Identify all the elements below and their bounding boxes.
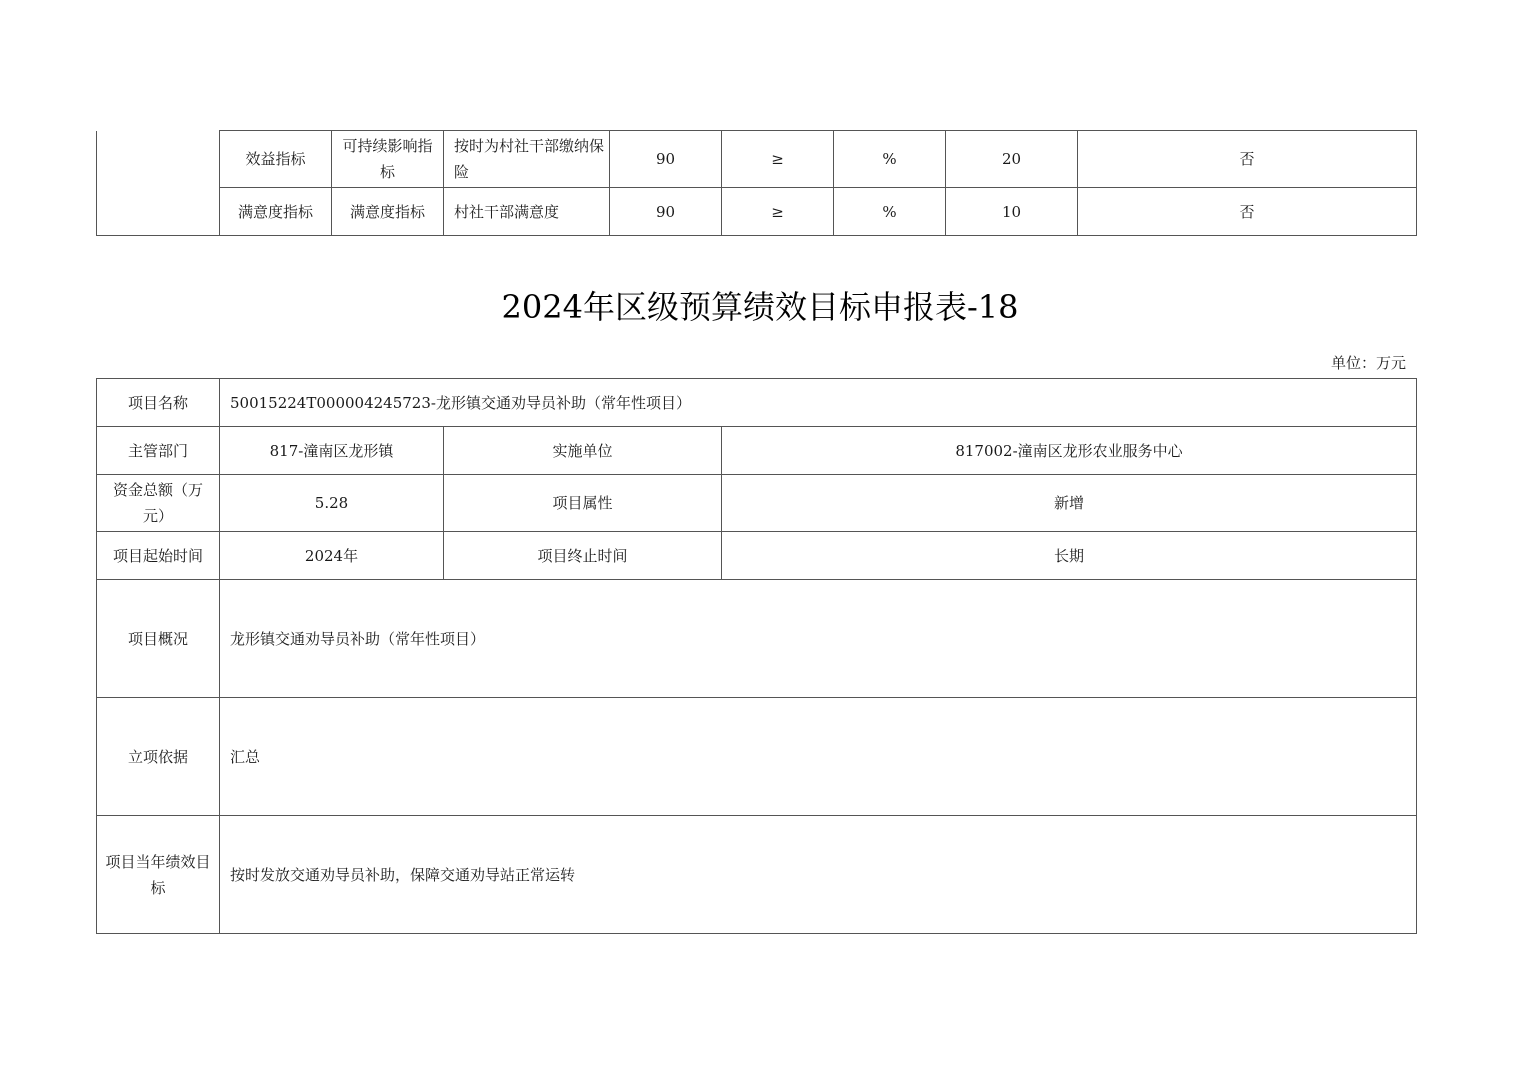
attr-label: 项目属性 (444, 475, 722, 532)
form-row-basis (97, 698, 1417, 816)
goal-value: 按时发放交通劝导员补助，保障交通劝导站正常运转 (220, 816, 1417, 934)
weight-cell: 10 (946, 188, 1078, 236)
operator-cell: ≥ (722, 131, 834, 188)
start-label: 项目起始时间 (97, 532, 220, 580)
level1-cell: 满意度指标 (220, 188, 332, 236)
indicator-cell: 按时为村社干部缴纳保险 (444, 131, 610, 188)
unit-cell: % (834, 188, 946, 236)
form-row-project-name (97, 379, 1417, 427)
form-row-overview (97, 580, 1417, 698)
funds-value: 5.28 (220, 475, 444, 532)
value-cell: 90 (610, 188, 722, 236)
dept-label: 主管部门 (97, 427, 220, 475)
overview-value: 龙形镇交通劝导员补助（常年性项目） (220, 580, 1417, 698)
level2-cell: 可持续影响指标 (332, 131, 444, 188)
project-name-value: 50015224T000004245723-龙形镇交通劝导员补助（常年性项目） (220, 379, 1417, 427)
level2-cell: 满意度指标 (332, 188, 444, 236)
level1-cell: 效益指标 (220, 131, 332, 188)
budget-form-table (96, 378, 1417, 934)
weight-cell: 20 (946, 131, 1078, 188)
form-row-funds (97, 475, 1417, 532)
value-cell: 90 (610, 131, 722, 188)
page-title: 2024年区级预算绩效目标申报表-18 (501, 288, 1019, 326)
impl-value: 817002-潼南区龙形农业服务中心 (722, 427, 1417, 475)
indicator-table-continuation (96, 130, 1417, 236)
operator-cell: ≥ (722, 188, 834, 236)
overview-label: 项目概况 (97, 580, 220, 698)
goal-label: 项目当年绩效目标 (97, 816, 220, 934)
form-row-dept (97, 427, 1417, 475)
indicator-row (97, 188, 1417, 236)
attr-value: 新增 (722, 475, 1417, 532)
dept-value: 817-潼南区龙形镇 (220, 427, 444, 475)
reverse-cell: 否 (1078, 131, 1417, 188)
funds-label: 资金总额（万元） (97, 475, 220, 532)
form-row-period (97, 532, 1417, 580)
merged-blank-cell (97, 131, 220, 236)
basis-value: 汇总 (220, 698, 1417, 816)
unit-cell: % (834, 131, 946, 188)
end-label: 项目终止时间 (444, 532, 722, 580)
reverse-cell: 否 (1078, 188, 1417, 236)
unit-note: 单位：万元 (1330, 354, 1406, 372)
basis-label: 立项依据 (97, 698, 220, 816)
end-value: 长期 (722, 532, 1417, 580)
impl-label: 实施单位 (444, 427, 722, 475)
project-name-label: 项目名称 (97, 379, 220, 427)
indicator-cell: 村社干部满意度 (444, 188, 610, 236)
indicator-row (97, 131, 1417, 188)
start-value: 2024年 (220, 532, 444, 580)
form-row-goal (97, 816, 1417, 934)
